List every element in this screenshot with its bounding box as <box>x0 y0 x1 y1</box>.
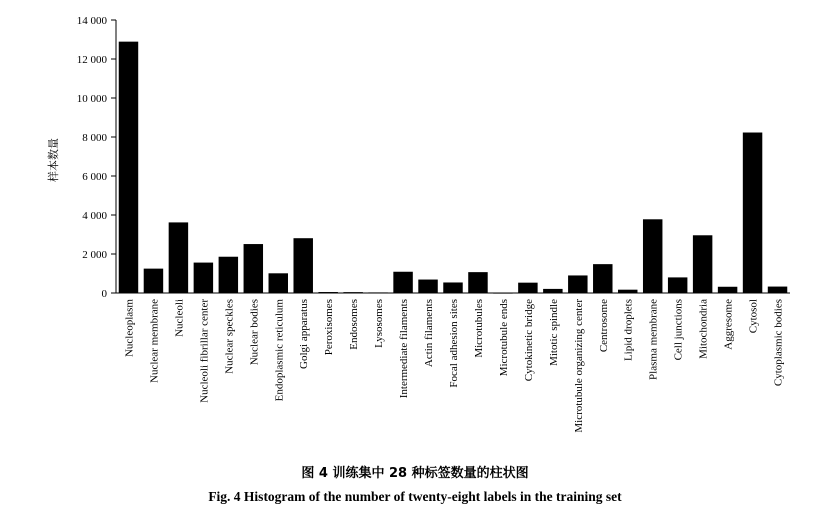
bar <box>718 287 737 293</box>
x-tick-label: Nucleoplasm <box>123 299 136 358</box>
x-tick-label: Peroxisomes <box>323 299 336 356</box>
bar <box>219 257 238 293</box>
bar <box>693 235 712 293</box>
y-tick-label: 14 000 <box>76 15 107 27</box>
x-tick-label: Intermediate filaments <box>398 299 411 399</box>
x-tick-label: Nucleoli <box>173 299 186 337</box>
bar <box>668 277 687 293</box>
bar <box>119 42 138 293</box>
y-axis <box>77 15 116 300</box>
y-tick-label: 10 000 <box>76 93 107 105</box>
x-tick-label: Microtubule organizing center <box>572 299 585 433</box>
figure-caption-chinese: 图 4 训练集中 28 种标签数量的柱状图 <box>301 466 529 481</box>
x-tick-label: Actin filaments <box>423 299 436 368</box>
x-tick-label: Microtubules <box>472 299 485 358</box>
y-tick-label: 6 000 <box>82 171 107 183</box>
bar <box>568 275 587 293</box>
y-tick-label: 4 000 <box>82 210 107 222</box>
x-tick-label: Mitochondria <box>697 299 710 359</box>
bar <box>543 289 562 293</box>
bar <box>593 264 612 293</box>
x-tick-label: Plasma membrane <box>647 299 660 380</box>
y-tick-label: 2 000 <box>82 249 107 261</box>
bars <box>119 42 788 294</box>
x-tick-label: Mitotic spindle <box>547 299 560 366</box>
bar <box>443 282 462 293</box>
bar <box>169 222 188 293</box>
x-tick-label: Nuclear membrane <box>148 299 161 383</box>
bar <box>468 272 487 293</box>
bar <box>194 263 213 293</box>
x-tick-label: Lipid droplets <box>622 299 635 362</box>
bar <box>768 287 787 293</box>
x-tick-label: Aggresome <box>722 299 735 350</box>
bar <box>244 244 263 293</box>
y-tick-label: 12 000 <box>76 54 107 66</box>
x-tick-label: Cell junctions <box>672 299 685 361</box>
x-tick-label: Centrosome <box>597 299 610 353</box>
x-tick-label: Endosomes <box>348 299 361 350</box>
x-tick-label: Lysosomes <box>373 299 386 348</box>
x-tick-label: Endoplasmic reticulum <box>273 299 286 402</box>
y-axis-title: 样本数量 <box>47 138 60 182</box>
bar <box>393 272 412 293</box>
y-tick-label: 8 000 <box>82 132 107 144</box>
x-tick-label: Cytosol <box>747 299 760 334</box>
x-tick-label: Nuclear bodies <box>248 299 261 366</box>
bar <box>269 273 288 293</box>
bar <box>144 269 163 293</box>
x-tick-label: Nuclear speckles <box>223 299 236 374</box>
y-tick-label: 0 <box>101 288 107 300</box>
x-tick-label: Nucleoli fibrillar center <box>198 299 211 403</box>
bar <box>743 133 762 293</box>
x-tick-label: Cytokinetic bridge <box>522 299 535 382</box>
x-tick-label: Golgi apparatus <box>298 299 311 369</box>
bar <box>418 280 437 293</box>
figure-caption-english: Fig. 4 Histogram of the number of twenty-eight labels in the training set <box>208 489 622 504</box>
bar <box>518 283 537 293</box>
bar <box>643 219 662 293</box>
x-tick-label: Microtubule ends <box>497 298 510 377</box>
x-tick-label: Focal adhesion sites <box>448 299 460 388</box>
x-axis <box>116 293 790 433</box>
bar <box>293 238 312 293</box>
x-tick-label: Cytoplasmic bodies <box>772 299 785 387</box>
